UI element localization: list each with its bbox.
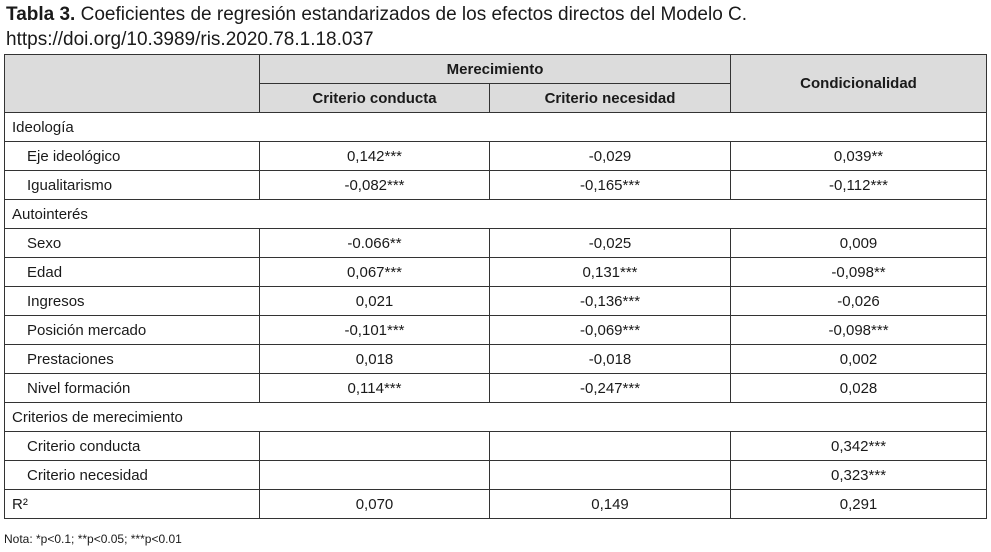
cell-condicionalidad: -0,112*** [731, 171, 987, 200]
cell-criterio-necesidad: -0,018 [490, 345, 731, 374]
row-label: Prestaciones [5, 345, 260, 374]
cell-condicionalidad: 0,028 [731, 374, 987, 403]
row-label: Edad [5, 258, 260, 287]
cell-condicionalidad: 0,039** [731, 142, 987, 171]
cell-criterio-conducta: 0,142*** [260, 142, 490, 171]
table-row [5, 171, 987, 200]
table-row-r2 [5, 490, 987, 519]
cell-condicionalidad: 0,009 [731, 229, 987, 258]
row-label: Igualitarismo [5, 171, 260, 200]
table-note: Nota: *p<0.1; **p<0.05; ***p<0.01 [4, 532, 182, 546]
row-label: Criterio necesidad [5, 461, 260, 490]
row-label: Posición mercado [5, 316, 260, 345]
table-row [5, 345, 987, 374]
cell-criterio-conducta: 0,018 [260, 345, 490, 374]
row-label: Sexo [5, 229, 260, 258]
cell-criterio-necesidad [490, 461, 731, 490]
cell-condicionalidad: -0,098*** [731, 316, 987, 345]
group-row [5, 403, 987, 432]
cell-condicionalidad: 0,323*** [731, 461, 987, 490]
header-empty [5, 55, 260, 113]
row-label: Criterio conducta [5, 432, 260, 461]
table-row [5, 316, 987, 345]
cell-criterio-necesidad: -0,165*** [490, 171, 731, 200]
row-label-r2: R² [5, 490, 260, 519]
cell-condicionalidad: 0,291 [731, 490, 987, 519]
group-label: Ideología [5, 113, 987, 142]
cell-criterio-necesidad: -0,025 [490, 229, 731, 258]
table-title-text: Coeficientes de regresión estandarizados de los efectos directos del Modelo C. [75, 4, 748, 25]
table-row [5, 229, 987, 258]
table-row [5, 287, 987, 316]
cell-criterio-conducta [260, 461, 490, 490]
cell-condicionalidad: -0,026 [731, 287, 987, 316]
cell-criterio-conducta: 0,021 [260, 287, 490, 316]
cell-condicionalidad: 0,002 [731, 345, 987, 374]
header-criterio-necesidad: Criterio necesidad [490, 84, 731, 113]
cell-criterio-conducta: -0,082*** [260, 171, 490, 200]
cell-criterio-necesidad: -0,136*** [490, 287, 731, 316]
cell-criterio-conducta: -0.066** [260, 229, 490, 258]
table-title-bold: Tabla 3. [6, 4, 76, 25]
header-merecimiento: Merecimiento [260, 55, 731, 84]
cell-criterio-conducta [260, 432, 490, 461]
cell-criterio-necesidad: -0,029 [490, 142, 731, 171]
table-row [5, 461, 987, 490]
row-label: Ingresos [5, 287, 260, 316]
cell-criterio-necesidad: -0,247*** [490, 374, 731, 403]
group-label: Autointerés [5, 200, 987, 229]
table-row [5, 374, 987, 403]
header-criterio-conducta: Criterio conducta [260, 84, 490, 113]
row-label: Eje ideológico [5, 142, 260, 171]
table-title [6, 3, 747, 27]
cell-criterio-conducta: 0,114*** [260, 374, 490, 403]
table-row [5, 432, 987, 461]
table-row [5, 142, 987, 171]
group-row [5, 200, 987, 229]
cell-criterio-necesidad: -0,069*** [490, 316, 731, 345]
cell-criterio-necesidad: 0,131*** [490, 258, 731, 287]
group-label: Criterios de merecimiento [5, 403, 987, 432]
cell-condicionalidad: -0,098** [731, 258, 987, 287]
doi-link[interactable]: https://doi.org/10.3989/ris.2020.78.1.18.037 [6, 29, 374, 50]
row-label: Nivel formación [5, 374, 260, 403]
header-condicionalidad: Condicionalidad [731, 55, 987, 113]
cell-criterio-necesidad [490, 432, 731, 461]
cell-condicionalidad: 0,342*** [731, 432, 987, 461]
table-row [5, 258, 987, 287]
cell-criterio-conducta: 0,070 [260, 490, 490, 519]
cell-criterio-conducta: 0,067*** [260, 258, 490, 287]
regression-table [4, 54, 987, 519]
cell-criterio-necesidad: 0,149 [490, 490, 731, 519]
cell-criterio-conducta: -0,101*** [260, 316, 490, 345]
group-row [5, 113, 987, 142]
